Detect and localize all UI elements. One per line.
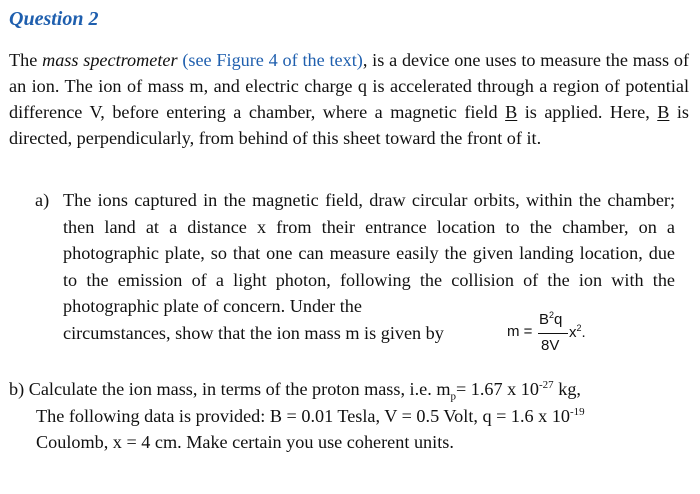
formula-factor-base: x (569, 324, 577, 341)
mass-formula (507, 309, 627, 359)
magnetic-field-symbol: B (505, 102, 518, 122)
formula-lhs: m = (507, 323, 533, 340)
formula-period: . (581, 324, 586, 341)
part-b-text: = 1.67 x 10 (455, 379, 539, 399)
mass-spectrometer-term: mass spectrometer (42, 50, 178, 70)
intro-paragraph (9, 47, 689, 151)
part-a-label: a) (35, 190, 50, 210)
proton-subscript: p (450, 390, 456, 403)
part-b-text: kg, (553, 379, 581, 399)
formula-numerator-exponent: 2 (549, 310, 555, 320)
part-b-text: The following data is provided: B = 0.01 Tesla, V = 0.5 Volt, q = 1.6 x 10 (36, 405, 571, 426)
part-b-line-3: Coulomb, x = 4 cm. Make certain you use coherent units. (36, 432, 454, 452)
formula-denominator: 8V (541, 337, 560, 354)
part-b-line-1 (9, 376, 692, 403)
question-heading: Question 2 (9, 8, 99, 30)
part-b-label: b) (9, 379, 25, 399)
intro-text: , is a device one uses to measure the mass of an ion. The ion of mass m, and electric charge q is accelerated through a region of potential difference V, before entering a chamber, where a magnetic field (9, 50, 690, 122)
formula-factor-exponent: 2 (576, 323, 582, 333)
formula-numerator-rest: q (554, 311, 563, 328)
fraction-bar (538, 333, 568, 334)
part-a-formula-lead: circumstances, show that the ion mass m is given by (63, 323, 444, 343)
intro-text: is applied. Here, (517, 102, 658, 122)
formula-numerator-base: B (539, 311, 550, 328)
intro-text: The (9, 50, 43, 70)
part-a-text: The ions captured in the magnetic field, draw circular orbits, within the chamber; then land at a distance x from their entrance location to the chamber, on a photographic plate, so that one can measure easily the given landing location, due to the emission of a light photon, following the collision of the ion with the photographic plate of concern. Under the (63, 190, 675, 316)
part-b-text: Calculate the ion mass, in terms of the proton mass, i.e. m (28, 379, 451, 399)
charge-exponent: -19 (570, 405, 585, 418)
magnetic-field-symbol: B (657, 102, 670, 122)
intro-text: is directed, perpendicularly, from behind of this sheet toward the front of it. (9, 102, 689, 148)
figure-reference: (see Figure 4 of the text) (182, 50, 363, 70)
part-b-line-2 (9, 403, 692, 430)
formula-factor (569, 323, 586, 341)
part-b (9, 376, 692, 456)
proton-mass-exponent: -27 (539, 378, 554, 391)
formula-numerator (539, 310, 562, 328)
